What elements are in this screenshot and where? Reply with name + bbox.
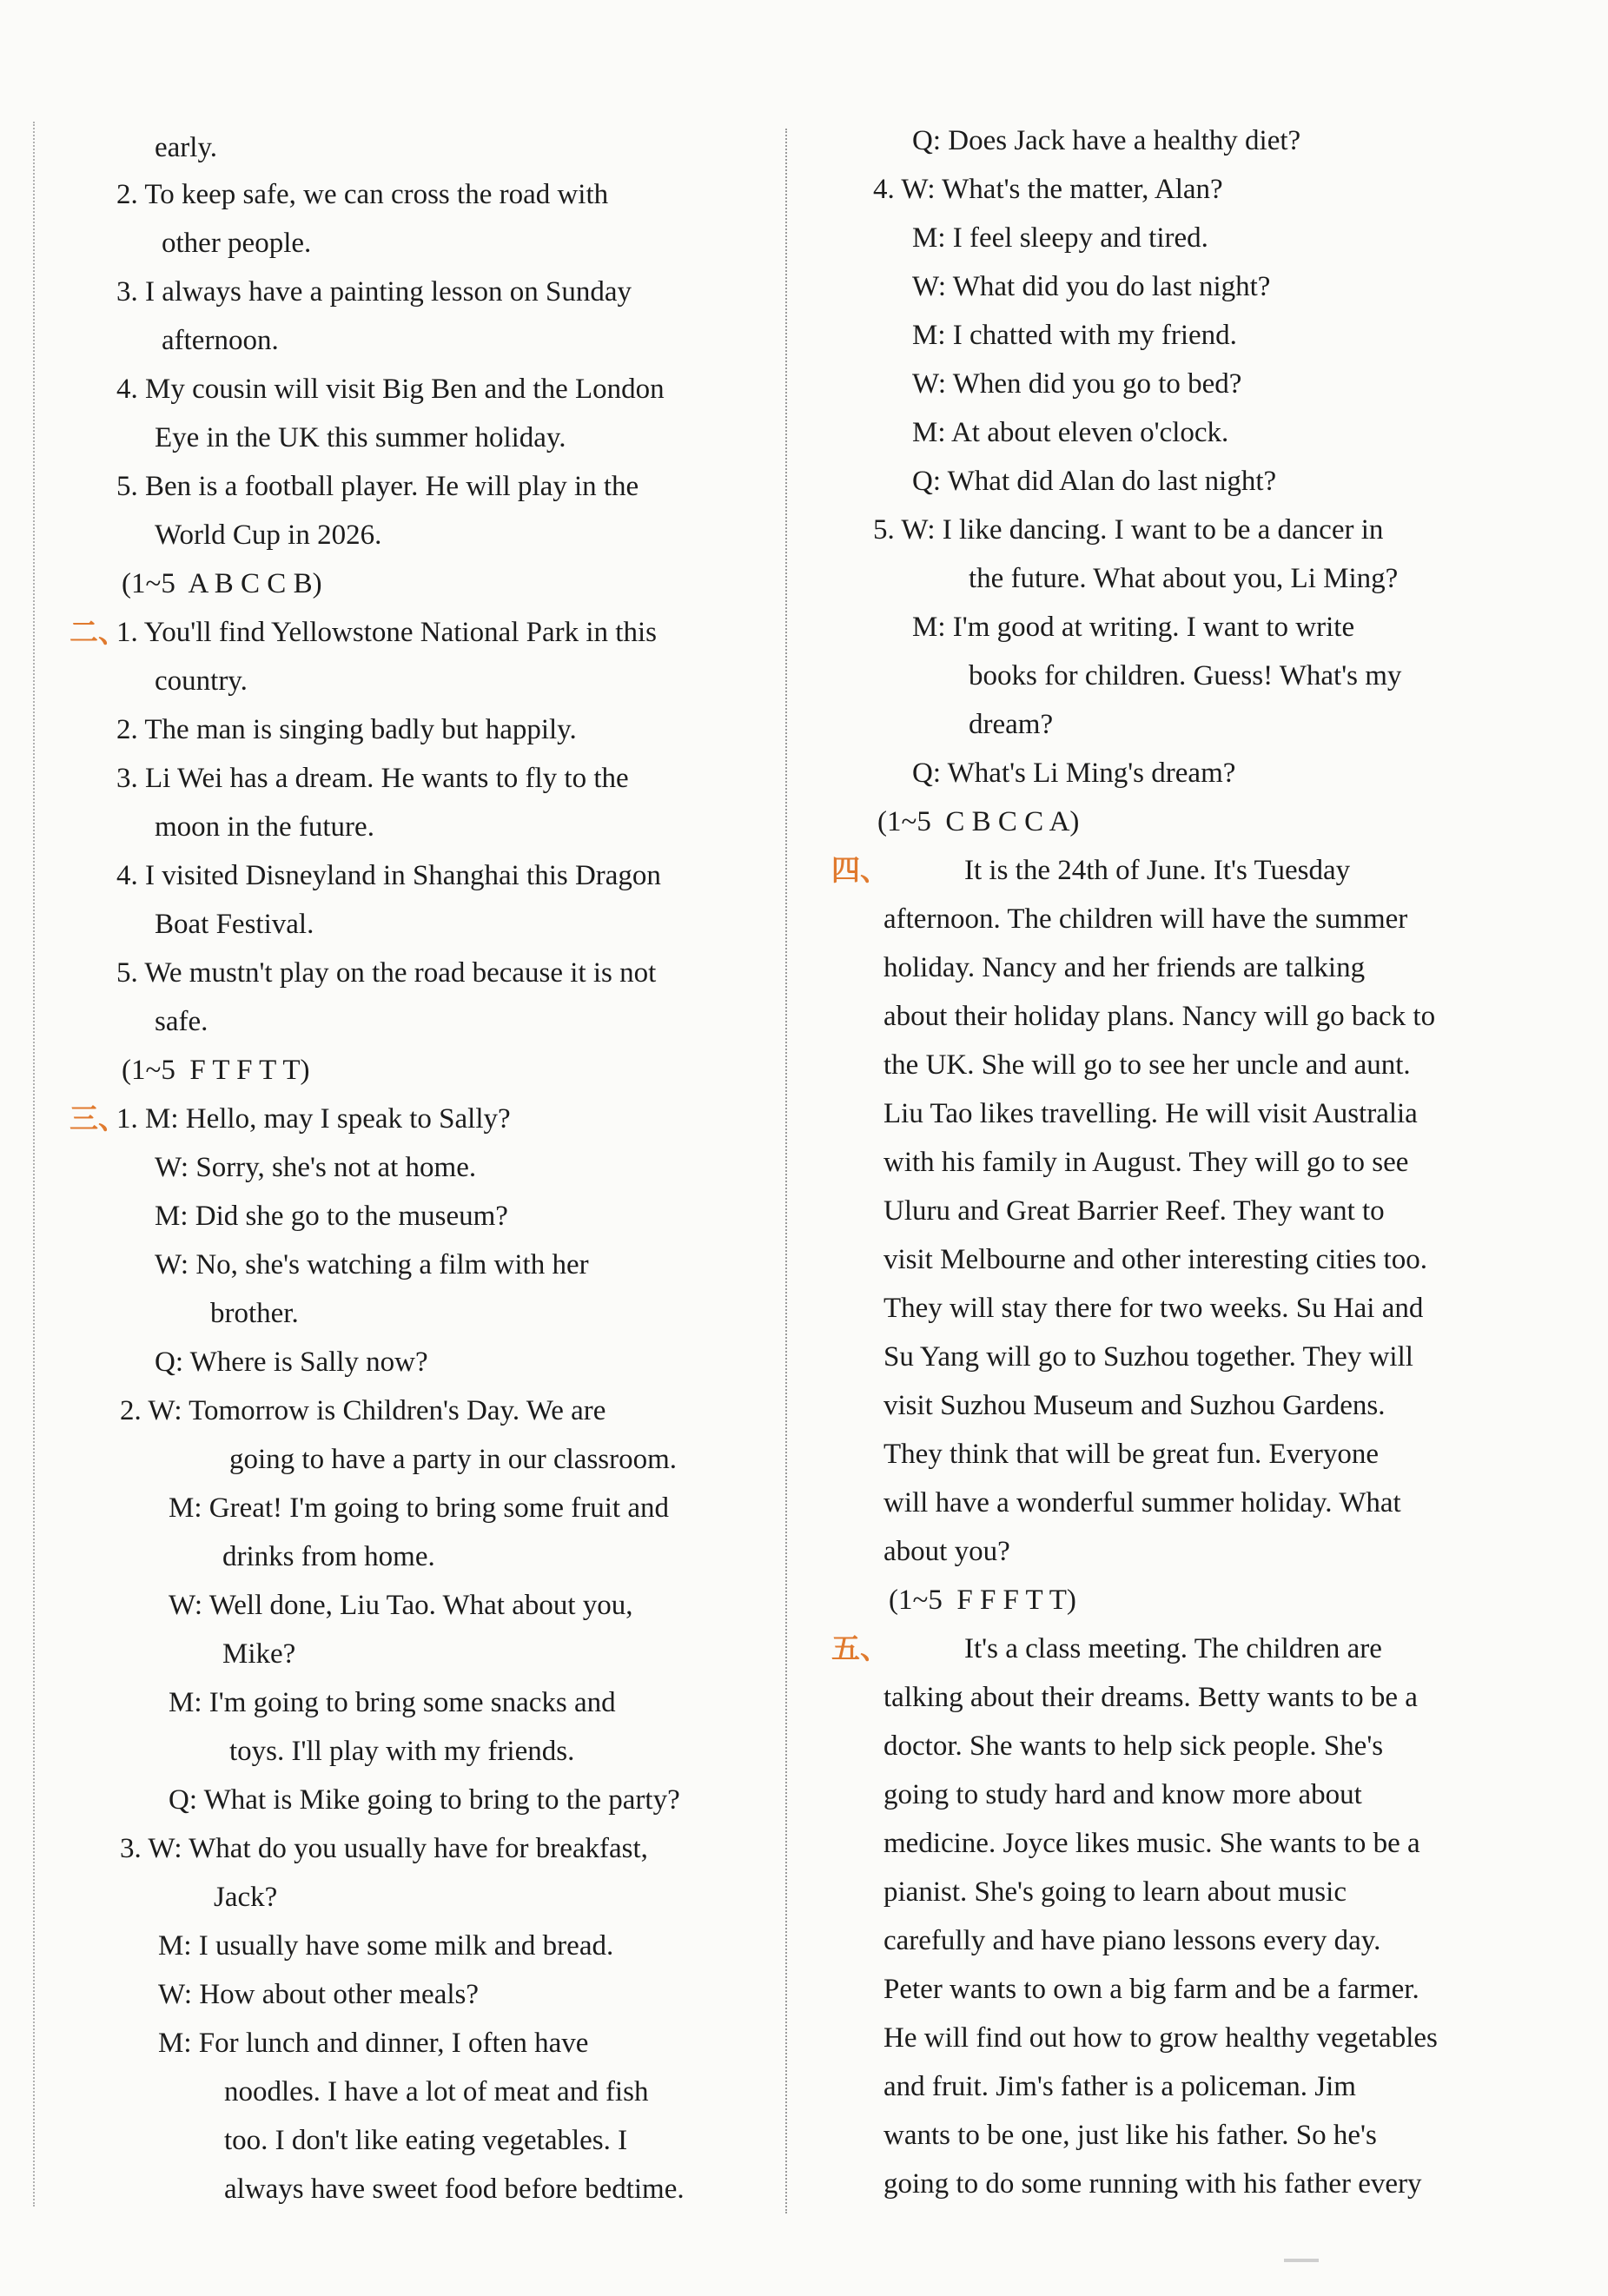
right-column-line-35: going to study hard and know more about: [883, 1779, 1362, 1810]
left-column-line-41: noodles. I have a lot of meat and fish: [224, 2076, 649, 2107]
right-column-line-13: dream?: [969, 709, 1054, 740]
left-column-line-13: 2. The man is singing badly but happily.: [116, 714, 577, 745]
right-column: [804, 0, 1608, 2296]
left-column-line-3: other people.: [162, 228, 312, 259]
section-mark-four: 四、: [831, 853, 889, 887]
right-column-line-20: the UK. She will go to see her uncle and aunt.: [883, 1049, 1411, 1081]
right-column-line-26: Su Yang will go to Suzhou together. They will: [883, 1341, 1413, 1373]
left-column-line-9: World Cup in 2026.: [155, 519, 382, 551]
right-column-line-18: holiday. Nancy and her friends are talking: [883, 952, 1366, 983]
left-column-line-23: M: Did she go to the museum?: [155, 1201, 508, 1232]
right-column-line-41: and fruit. Jim's father is a policeman. Jim: [883, 2071, 1356, 2102]
left-column-line-11: 1. You'll find Yellowstone National Park in this: [116, 617, 657, 648]
right-column-line-38: carefully and have piano lessons every day.: [883, 1925, 1381, 1956]
left-column-line-28: going to have a party in our classroom.: [229, 1444, 678, 1475]
right-column-line-6: W: When did you go to bed?: [912, 368, 1242, 400]
right-column-line-11: M: I'm good at writing. I want to write: [912, 612, 1355, 643]
left-column-line-5: afternoon.: [162, 325, 279, 356]
left-column-line-20: (1~5 F T F T T): [122, 1055, 310, 1086]
left-column-line-42: too. I don't like eating vegetables. I: [224, 2125, 628, 2156]
right-column-line-33: talking about their dreams. Betty wants to be a: [883, 1682, 1418, 1713]
left-column-line-33: M: I'm going to bring some snacks and: [169, 1687, 616, 1718]
right-column-line-29: will have a wonderful summer holiday. What: [883, 1487, 1401, 1519]
section-mark-three: 三、: [69, 1102, 127, 1135]
left-column-line-10: (1~5 A B C C B): [122, 568, 322, 599]
right-column-line-34: doctor. She wants to help sick people. She's: [883, 1730, 1384, 1762]
right-column-line-1: Q: Does Jack have a healthy diet?: [912, 125, 1301, 156]
left-column-line-24: W: No, she's watching a film with her: [155, 1249, 589, 1280]
right-column-line-23: Uluru and Great Barrier Reef. They want to: [883, 1195, 1385, 1227]
left-column-line-39: W: How about other meals?: [158, 1979, 479, 2010]
left-column-line-34: toys. I'll play with my friends.: [229, 1736, 575, 1767]
right-column-line-31: (1~5 F F F T T): [889, 1585, 1076, 1616]
right-column-line-9: 5. W: I like dancing. I want to be a dancer in: [873, 514, 1384, 546]
left-column-line-6: 4. My cousin will visit Big Ben and the London: [116, 374, 665, 405]
right-column-line-14: Q: What's Li Ming's dream?: [912, 758, 1236, 789]
right-column-line-8: Q: What did Alan do last night?: [912, 466, 1277, 497]
left-column-line-1: early.: [155, 132, 218, 163]
right-column-line-19: about their holiday plans. Nancy will go back to: [883, 1001, 1436, 1032]
left-column-line-12: country.: [155, 665, 248, 697]
right-column-line-4: W: What did you do last night?: [912, 271, 1271, 302]
left-column-line-32: Mike?: [222, 1638, 296, 1670]
left-column-line-43: always have sweet food before bedtime.: [224, 2174, 685, 2205]
left-column-line-40: M: For lunch and dinner, I often have: [158, 2028, 589, 2059]
right-column-line-39: Peter wants to own a big farm and be a farmer.: [883, 1974, 1419, 2005]
right-column-line-40: He will find out how to grow healthy vegetables: [883, 2022, 1438, 2054]
right-column-line-3: M: I feel sleepy and tired.: [912, 222, 1208, 254]
left-column-line-8: 5. Ben is a football player. He will play in the: [116, 471, 639, 502]
right-column-line-10: the future. What about you, Li Ming?: [969, 563, 1399, 594]
left-column-line-38: M: I usually have some milk and bread.: [158, 1930, 614, 1962]
left-column-line-7: Eye in the UK this summer holiday.: [155, 422, 566, 453]
left-column-line-14: 3. Li Wei has a dream. He wants to fly to the: [116, 763, 629, 794]
left-column-line-36: 3. W: What do you usually have for breakfast,: [120, 1833, 648, 1864]
right-column-line-12: books for children. Guess! What's my: [969, 660, 1402, 691]
left-column-line-22: W: Sorry, she's not at home.: [155, 1152, 477, 1183]
left-column-line-16: 4. I visited Disneyland in Shanghai this Dragon: [116, 860, 661, 891]
right-column-line-25: They will stay there for two weeks. Su Hai and: [883, 1293, 1424, 1324]
page-footer-mark: [1284, 2259, 1319, 2262]
left-column-line-21: 1. M: Hello, may I speak to Sally?: [116, 1103, 511, 1135]
right-column-line-24: visit Melbourne and other interesting cities too.: [883, 1244, 1427, 1275]
right-column-line-5: M: I chatted with my friend.: [912, 320, 1237, 351]
left-column-line-18: 5. We mustn't play on the road because it is not: [116, 957, 657, 989]
section-mark-five: 五、: [831, 1631, 889, 1665]
left-column-line-30: drinks from home.: [222, 1541, 435, 1572]
left-column-line-4: 3. I always have a painting lesson on Sunday: [116, 276, 632, 308]
left-column-line-29: M: Great! I'm going to bring some fruit and: [169, 1492, 670, 1524]
right-column-line-7: M: At about eleven o'clock.: [912, 417, 1229, 448]
right-column-line-37: pianist. She's going to learn about music: [883, 1876, 1347, 1908]
right-column-line-36: medicine. Joyce likes music. She wants to be a: [883, 1828, 1420, 1859]
right-column-line-30: about you?: [883, 1536, 1010, 1567]
right-column-line-17: afternoon. The children will have the summer: [883, 903, 1408, 935]
left-column-line-15: moon in the future.: [155, 811, 374, 843]
right-column-line-28: They think that will be great fun. Everyone: [883, 1439, 1379, 1470]
left-column-line-27: 2. W: Tomorrow is Children's Day. We are: [120, 1395, 606, 1426]
right-column-line-2: 4. W: What's the matter, Alan?: [873, 174, 1223, 205]
left-column-line-25: brother.: [210, 1298, 299, 1329]
right-column-line-43: going to do some running with his father every: [883, 2168, 1422, 2200]
right-column-line-27: visit Suzhou Museum and Suzhou Gardens.: [883, 1390, 1386, 1421]
left-column-line-26: Q: Where is Sally now?: [155, 1347, 428, 1378]
section-mark-two: 二、: [69, 615, 127, 649]
left-column-line-17: Boat Festival.: [155, 909, 314, 940]
right-column-line-22: with his family in August. They will go to see: [883, 1147, 1409, 1178]
left-column-line-31: W: Well done, Liu Tao. What about you,: [169, 1590, 633, 1621]
left-column-line-2: 2. To keep safe, we can cross the road with: [116, 179, 609, 210]
left-column-line-37: Jack?: [214, 1882, 278, 1913]
right-column-line-21: Liu Tao likes travelling. He will visit Australia: [883, 1098, 1418, 1129]
left-column-line-19: safe.: [155, 1006, 208, 1037]
right-column-line-15: (1~5 C B C C A): [877, 806, 1080, 837]
left-column-line-35: Q: What is Mike going to bring to the party?: [169, 1784, 680, 1816]
right-column-line-42: wants to be one, just like his father. So he's: [883, 2120, 1377, 2151]
right-column-line-16: It is the 24th of June. It's Tuesday: [964, 855, 1351, 886]
right-column-line-32: It's a class meeting. The children are: [964, 1633, 1382, 1664]
